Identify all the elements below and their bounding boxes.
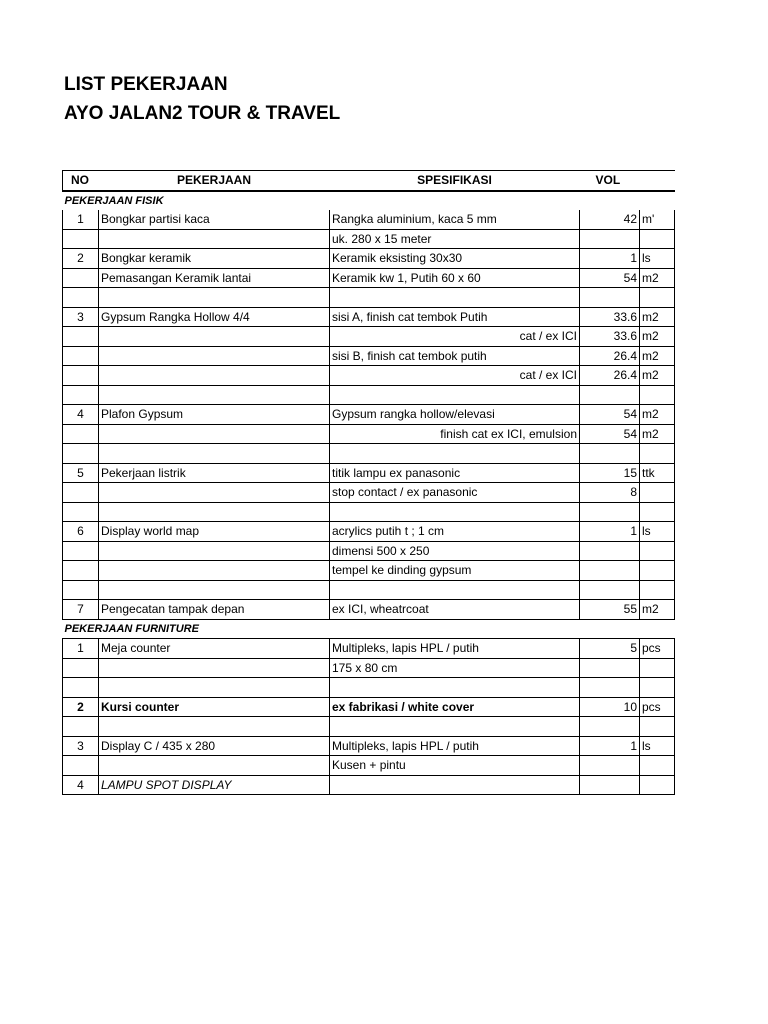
row-no	[63, 541, 99, 561]
table-row	[63, 385, 675, 405]
row-vol: 15	[580, 463, 640, 483]
table-row	[63, 249, 675, 269]
row-unit	[640, 580, 675, 600]
row-no: 1	[63, 639, 99, 659]
row-no: 3	[63, 307, 99, 327]
row-pekerjaan: Bongkar partisi kaca	[99, 210, 330, 229]
row-unit: pcs	[640, 639, 675, 659]
row-no: 3	[63, 736, 99, 756]
row-spesifikasi	[330, 580, 580, 600]
row-vol	[580, 658, 640, 678]
row-spesifikasi: Rangka aluminium, kaca 5 mm	[330, 210, 580, 229]
row-spesifikasi: uk. 280 x 15 meter	[330, 229, 580, 249]
row-spesifikasi: Multipleks, lapis HPL / putih	[330, 639, 580, 659]
row-unit: m2	[640, 346, 675, 366]
row-pekerjaan	[99, 346, 330, 366]
row-pekerjaan	[99, 658, 330, 678]
row-pekerjaan	[99, 502, 330, 522]
row-pekerjaan: Display world map	[99, 522, 330, 542]
row-pekerjaan: Pemasangan Keramik lantai	[99, 268, 330, 288]
table-row	[63, 424, 675, 444]
row-no	[63, 229, 99, 249]
row-vol	[580, 288, 640, 308]
row-spesifikasi: finish cat ex ICI, emulsion	[330, 424, 580, 444]
table-row	[63, 463, 675, 483]
row-pekerjaan	[99, 717, 330, 737]
table-row	[63, 229, 675, 249]
section-furniture-label: PEKERJAAN FURNITURE	[64, 622, 199, 635]
row-spesifikasi	[330, 288, 580, 308]
row-pekerjaan: Pekerjaan listrik	[99, 463, 330, 483]
row-no	[63, 366, 99, 386]
row-unit	[640, 229, 675, 249]
row-vol: 54	[580, 405, 640, 425]
table-row	[63, 346, 675, 366]
row-spesifikasi: stop contact / ex panasonic	[330, 483, 580, 503]
table-row	[63, 483, 675, 503]
row-unit: ls	[640, 736, 675, 756]
row-unit: ls	[640, 249, 675, 269]
row-pekerjaan: Plafon Gypsum	[99, 405, 330, 425]
row-vol: 33.6	[580, 307, 640, 327]
row-vol: 1	[580, 736, 640, 756]
row-spesifikasi: Multipleks, lapis HPL / putih	[330, 736, 580, 756]
row-spesifikasi	[330, 502, 580, 522]
row-vol: 55	[580, 600, 640, 620]
document-title	[64, 70, 340, 128]
row-unit	[640, 756, 675, 776]
table-row	[63, 561, 675, 581]
row-unit: pcs	[640, 697, 675, 717]
row-spesifikasi: Gypsum rangka hollow/elevasi	[330, 405, 580, 425]
row-no	[63, 756, 99, 776]
row-no: 7	[63, 600, 99, 620]
row-unit: m2	[640, 600, 675, 620]
row-pekerjaan: Meja counter	[99, 639, 330, 659]
row-pekerjaan	[99, 424, 330, 444]
header-vol: VOL	[580, 171, 675, 191]
row-no	[63, 385, 99, 405]
row-pekerjaan: Gypsum Rangka Hollow 4/4	[99, 307, 330, 327]
row-no	[63, 327, 99, 347]
row-pekerjaan	[99, 580, 330, 600]
row-no	[63, 678, 99, 698]
row-no	[63, 502, 99, 522]
row-vol	[580, 502, 640, 522]
table-row	[63, 736, 675, 756]
row-vol	[580, 717, 640, 737]
row-spesifikasi: dimensi 500 x 250	[330, 541, 580, 561]
row-vol: 5	[580, 639, 640, 659]
row-no	[63, 444, 99, 464]
row-pekerjaan	[99, 327, 330, 347]
row-spesifikasi: cat / ex ICI	[330, 327, 580, 347]
row-vol: 1	[580, 522, 640, 542]
row-unit: m2	[640, 405, 675, 425]
row-vol: 54	[580, 424, 640, 444]
row-spesifikasi	[330, 775, 580, 795]
row-no	[63, 483, 99, 503]
table-row	[63, 522, 675, 542]
row-pekerjaan	[99, 678, 330, 698]
table-row	[63, 405, 675, 425]
row-no	[63, 717, 99, 737]
row-pekerjaan: Kursi counter	[99, 697, 330, 717]
work-list-table	[62, 170, 675, 795]
row-pekerjaan	[99, 229, 330, 249]
row-spesifikasi: cat / ex ICI	[330, 366, 580, 386]
row-unit: m2	[640, 327, 675, 347]
table-row	[63, 658, 675, 678]
row-spesifikasi: ex fabrikasi / white cover	[330, 697, 580, 717]
row-vol: 1	[580, 249, 640, 269]
row-pekerjaan	[99, 366, 330, 386]
row-pekerjaan	[99, 541, 330, 561]
row-no: 4	[63, 405, 99, 425]
row-vol	[580, 385, 640, 405]
section-furniture	[63, 619, 675, 639]
row-unit	[640, 658, 675, 678]
table-row	[63, 541, 675, 561]
table-row	[63, 327, 675, 347]
table-row	[63, 717, 675, 737]
row-unit	[640, 541, 675, 561]
row-unit: m2	[640, 366, 675, 386]
section-fisik	[63, 191, 675, 211]
header-spesifikasi: SPESIFIKASI	[330, 171, 580, 191]
row-spesifikasi: tempel ke dinding gypsum	[330, 561, 580, 581]
row-vol	[580, 756, 640, 776]
row-vol: 54	[580, 268, 640, 288]
table-row	[63, 268, 675, 288]
row-no	[63, 561, 99, 581]
row-unit: m2	[640, 307, 675, 327]
table-row	[63, 756, 675, 776]
row-spesifikasi	[330, 444, 580, 464]
row-spesifikasi	[330, 678, 580, 698]
row-spesifikasi: sisi A, finish cat tembok Putih	[330, 307, 580, 327]
row-no: 1	[63, 210, 99, 229]
row-unit: m'	[640, 210, 675, 229]
table-row	[63, 288, 675, 308]
row-unit	[640, 775, 675, 795]
table-row	[63, 580, 675, 600]
row-spesifikasi: sisi B, finish cat tembok putih	[330, 346, 580, 366]
row-no	[63, 288, 99, 308]
row-unit	[640, 678, 675, 698]
row-pekerjaan: LAMPU SPOT DISPLAY	[99, 775, 330, 795]
title-line-1: LIST PEKERJAAN	[64, 74, 228, 95]
row-vol	[580, 541, 640, 561]
row-no: 6	[63, 522, 99, 542]
row-no	[63, 268, 99, 288]
row-spesifikasi: acrylics putih t ; 1 cm	[330, 522, 580, 542]
row-pekerjaan: Display C / 435 x 280	[99, 736, 330, 756]
row-no	[63, 580, 99, 600]
table-row	[63, 366, 675, 386]
row-pekerjaan: Pengecatan tampak depan	[99, 600, 330, 620]
row-spesifikasi: Keramik eksisting 30x30	[330, 249, 580, 269]
row-spesifikasi	[330, 385, 580, 405]
row-spesifikasi: 175 x 80 cm	[330, 658, 580, 678]
row-spesifikasi: ex ICI, wheatrcoat	[330, 600, 580, 620]
row-vol	[580, 580, 640, 600]
table-row	[63, 502, 675, 522]
row-vol	[580, 678, 640, 698]
table-row	[63, 697, 675, 717]
table-row	[63, 210, 675, 229]
row-vol: 26.4	[580, 366, 640, 386]
row-unit	[640, 288, 675, 308]
row-spesifikasi: titik lampu ex panasonic	[330, 463, 580, 483]
row-vol: 10	[580, 697, 640, 717]
row-vol: 8	[580, 483, 640, 503]
header-pekerjaan: PEKERJAAN	[99, 171, 330, 191]
row-pekerjaan	[99, 756, 330, 776]
row-vol	[580, 775, 640, 795]
row-unit	[640, 483, 675, 503]
row-vol	[580, 229, 640, 249]
row-unit: m2	[640, 268, 675, 288]
row-no	[63, 658, 99, 678]
row-no	[63, 346, 99, 366]
row-vol: 33.6	[580, 327, 640, 347]
table-row	[63, 307, 675, 327]
row-pekerjaan	[99, 288, 330, 308]
table-row	[63, 444, 675, 464]
row-vol	[580, 561, 640, 581]
row-pekerjaan	[99, 444, 330, 464]
row-unit: ls	[640, 522, 675, 542]
table-row	[63, 775, 675, 795]
header-no: NO	[63, 171, 99, 191]
header-row	[63, 171, 675, 191]
table-row	[63, 600, 675, 620]
row-spesifikasi: Keramik kw 1, Putih 60 x 60	[330, 268, 580, 288]
row-pekerjaan	[99, 561, 330, 581]
row-vol: 42	[580, 210, 640, 229]
title-line-2: AYO JALAN2 TOUR & TRAVEL	[64, 103, 341, 124]
row-spesifikasi: Kusen + pintu	[330, 756, 580, 776]
row-pekerjaan: Bongkar keramik	[99, 249, 330, 269]
row-pekerjaan	[99, 385, 330, 405]
section-fisik-label: PEKERJAAN FISIK	[64, 194, 164, 207]
row-no: 2	[63, 697, 99, 717]
row-no: 4	[63, 775, 99, 795]
row-unit	[640, 502, 675, 522]
table-row	[63, 678, 675, 698]
row-no: 5	[63, 463, 99, 483]
row-vol: 26.4	[580, 346, 640, 366]
row-no	[63, 424, 99, 444]
row-no: 2	[63, 249, 99, 269]
row-spesifikasi	[330, 717, 580, 737]
row-unit	[640, 444, 675, 464]
row-unit	[640, 385, 675, 405]
row-vol	[580, 444, 640, 464]
row-pekerjaan	[99, 483, 330, 503]
row-unit	[640, 561, 675, 581]
row-unit: ttk	[640, 463, 675, 483]
table-row	[63, 639, 675, 659]
row-unit	[640, 717, 675, 737]
row-unit: m2	[640, 424, 675, 444]
